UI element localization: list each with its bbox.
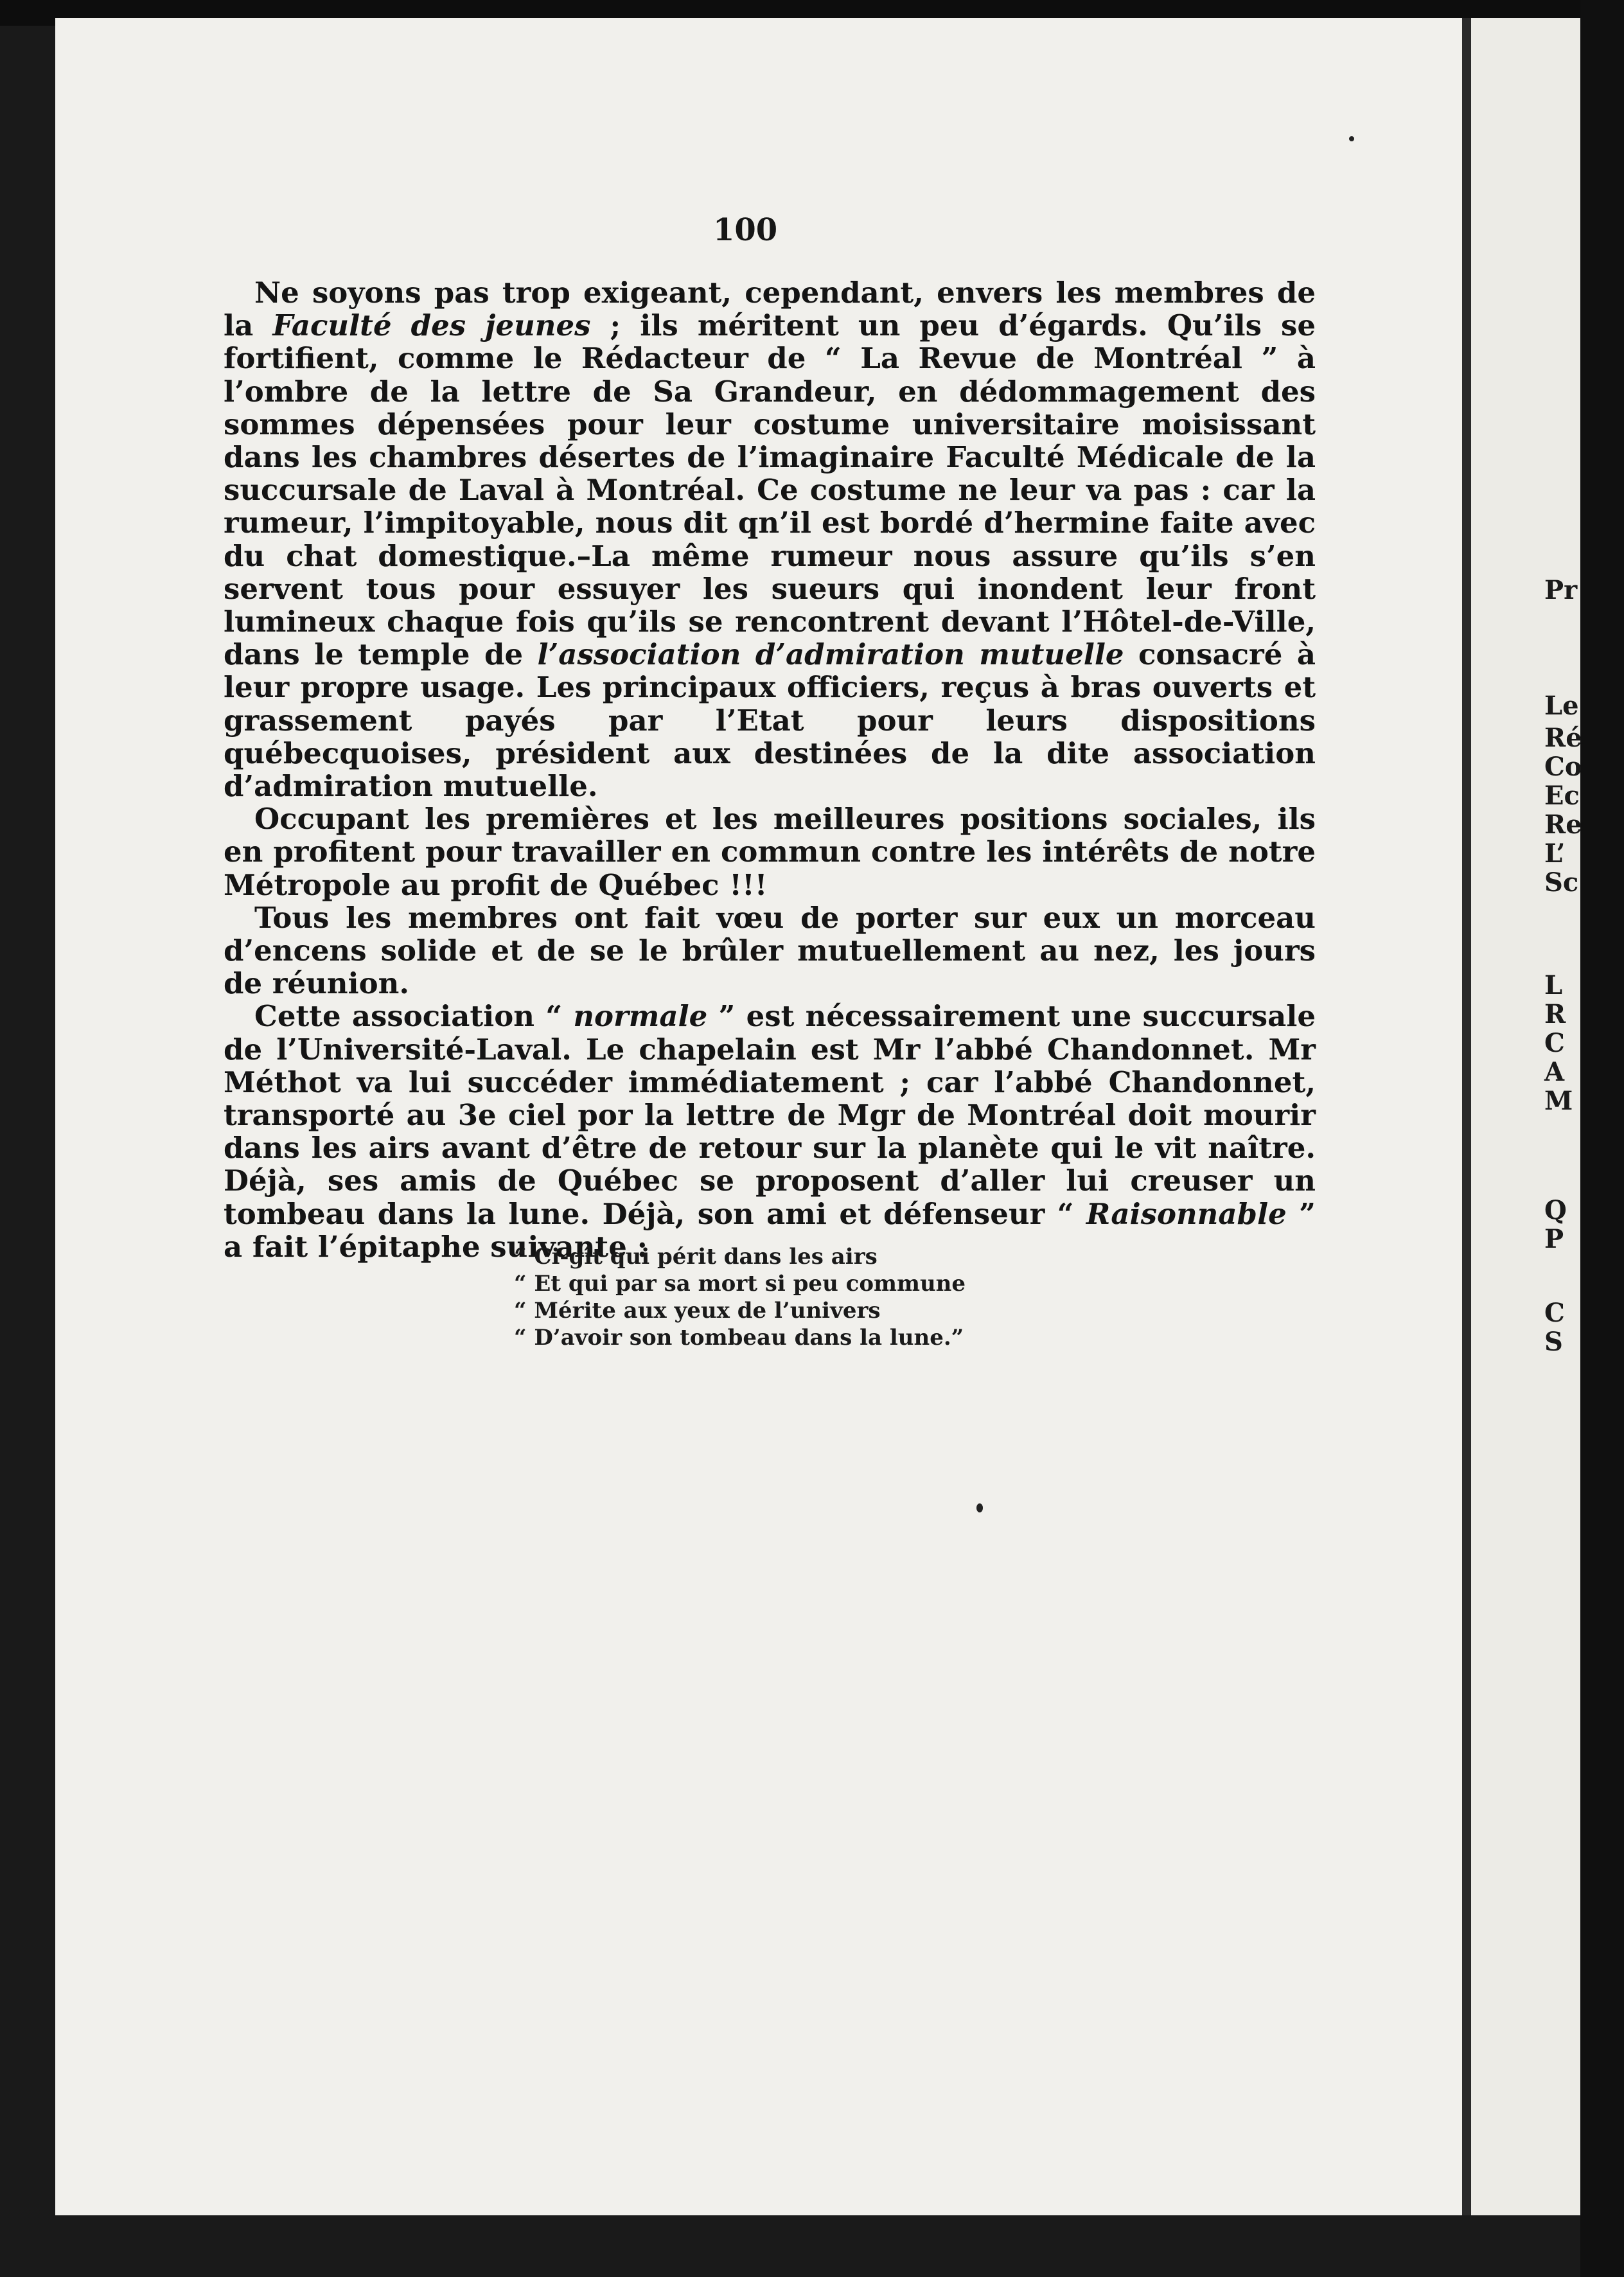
margin-fragment: M — [1544, 1086, 1573, 1116]
margin-fragment: Pr — [1544, 575, 1578, 605]
text-run: Occupant les premières et les meilleures positions sociales, ils en profitent pour travailler en commun contre les intérêts de notre Métropole au profit de Québec !!! — [224, 802, 1316, 902]
margin-fragment: Le — [1544, 691, 1579, 721]
margin-fragment: Sc — [1544, 867, 1579, 898]
poem-line: “ Et qui par sa mort si peu commune — [514, 1271, 966, 1297]
text-run: Ne soyons pas trop exigeant, cependant, envers les membres de la — [224, 276, 1316, 343]
italic-run: Faculté des jeunes — [272, 308, 591, 343]
margin-fragment: Q — [1544, 1195, 1567, 1225]
margin-fragment: R — [1544, 999, 1566, 1029]
paragraph — [224, 802, 1316, 901]
poem-line: “ D’avoir son tombeau dans la lune.” — [514, 1325, 964, 1351]
bleed-through-text — [344, 1560, 353, 1602]
body-text — [224, 276, 1316, 1263]
paragraph — [224, 901, 1316, 1000]
margin-fragment: P — [1544, 1224, 1564, 1254]
margin-fragment: Ré — [1544, 723, 1582, 753]
margin-fragment: Re — [1544, 810, 1582, 840]
italic-run: Raisonnable — [1086, 1196, 1287, 1231]
epitaph-poem — [514, 1243, 966, 1351]
text-run: Tous les membres ont fait vœu de porter sur eux un morceau d’encens solide et de se le brûler mutuellement au nez, les jours de réunion. — [224, 900, 1316, 1001]
paragraph — [224, 276, 1316, 802]
italic-run: normale — [573, 999, 708, 1034]
margin-fragment: Ec — [1544, 781, 1580, 811]
ink-speck — [1349, 136, 1354, 141]
page-number: 100 — [713, 212, 778, 248]
margin-fragment: L — [1544, 970, 1563, 1000]
scan-right-border — [1580, 0, 1624, 2277]
text-run: Cette association “ — [254, 999, 574, 1034]
poem-line: “ Ci-gît qui périt dans les airs — [514, 1244, 878, 1270]
poem-line: “ Mérite aux yeux de l’univers — [514, 1298, 881, 1324]
text-run: ” est nécessairement une succursale de l’Université-Laval. Le chapelain est Mr l’abbé Chandonnet. Mr Méthot va lui succéder immédiatement ; car l’abbé Chandonnet, transporté au 3e ciel por la lettre de Mgr de Montréal doit mourir dans les airs avant d’être de retour sur la planète qui le vit naître. Déjà, ses amis de Québec se proposent d’aller lui creuser un tombeau dans la lune. Déjà, son ami et défenseur “ — [224, 999, 1316, 1231]
ink-speck — [976, 1503, 983, 1512]
text-run: ; ils méritent un peu d’égards. Qu’ils se fortifient, comme le Rédacteur de “ La Revue de Montréal ” à l’ombre de la lettre de Sa Grandeur, en dédommagement des sommes dépensées pour leur costume universitaire moisissant dans les chambres désertes de l’imaginaire Faculté Médicale de la succursale de Laval à Montréal. Ce costume ne leur va pas : car la rumeur, l’impitoyable, nous dit qn’il est bordé d’hermine faite avec du chat domestique.–La même rumeur nous assure qu’ils s’en servent tous pour essuyer les sueurs qui inondent leur front lumineux chaque fois qu’ils se rencontrent devant l’Hôtel-de-Ville, dans le temple de — [224, 308, 1316, 672]
margin-fragment: Co — [1544, 752, 1582, 782]
margin-fragment: L’ — [1544, 838, 1566, 869]
margin-fragment: C — [1544, 1028, 1565, 1058]
text-run: consacré à leur propre usage. Les principaux officiers, reçus à bras ouverts et grassement payés par l’Etat pour leurs dispositions québecquoises, président aux destinées de la dite association d’admiration mutuelle. — [224, 637, 1316, 804]
margin-fragment: A — [1544, 1057, 1565, 1087]
page-gutter — [1462, 18, 1471, 2215]
paragraph — [224, 1000, 1316, 1263]
italic-run: l’association d’admiration mutuelle — [537, 637, 1124, 672]
margin-fragment: C — [1544, 1298, 1565, 1328]
margin-fragment: S — [1544, 1327, 1563, 1357]
adjacent-page-edge — [1462, 18, 1580, 2215]
text-run: ” a fait l’épitaphe suivante : — [224, 1196, 1316, 1264]
